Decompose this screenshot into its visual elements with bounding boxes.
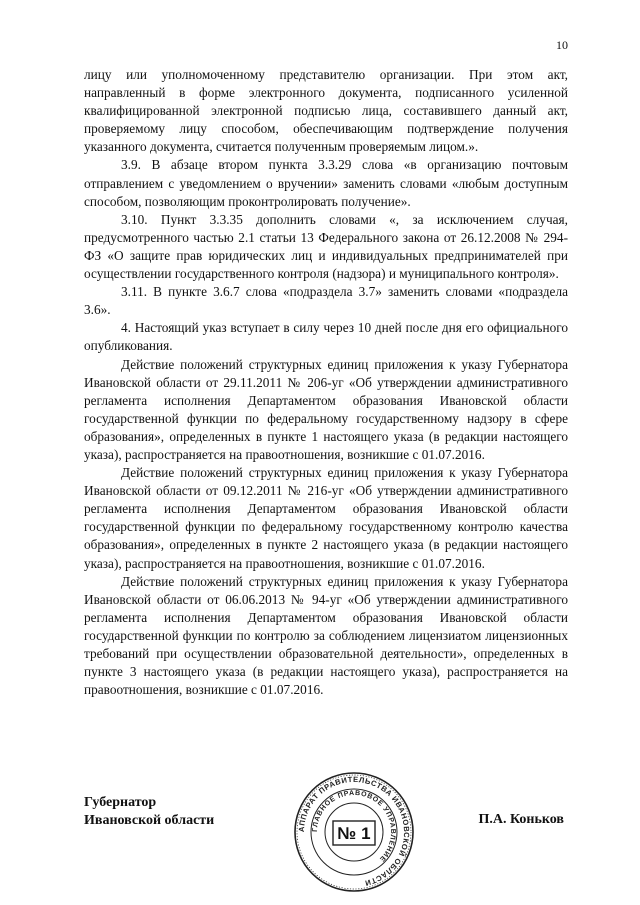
seal-outer-text: АППАРАТ ПРАВИТЕЛЬСТВА ИВАНОВСКОЙ ОБЛАСТИ	[296, 774, 412, 888]
paragraph: 3.10. Пункт 3.3.35 дополнить словами «, за исключением случая, предусмотренного частью 2.1 статьи 13 Федерального закона от 26.12.2008 № 294-ФЗ «О защите прав юридических лиц и индивидуальных предпринимателей при осуществлении государственного контроля (надзора) и муниципального контроля».	[84, 211, 568, 282]
paragraph: 4. Настоящий указ вступает в силу через 10 дней после дня его официального опубликования.	[84, 320, 568, 354]
page-number: 10	[556, 38, 568, 52]
paragraph: лицу или уполномоченному представителю организации. При этом акт, направленный в форме электронного документа, подписанного усиленной квалифицированной электронной подписью лица, составившего данный акт, проверяемому лицу способом, обеспечивающим подтверждение получения указанного документа, считается полученным проверяемым лицом.».	[84, 67, 568, 155]
official-seal	[293, 771, 415, 893]
seal-center-text: № 1	[337, 824, 371, 843]
seal-inner-text: ГЛАВНОЕ ПРАВОВОЕ УПРАВЛЕНИЕ	[311, 789, 397, 863]
document-body	[84, 66, 568, 699]
paragraph: Действие положений структурных единиц приложения к указу Губернатора Ивановской области от 29.11.2011 № 206-уг «Об утверждении административного регламента исполнения Департаментом образования Ивановской области государственной функции по федеральному государственному надзору в сфере образования», определенных в пункте 1 настоящего указа (в редакции настоящего указа), распространяется на правоотношения, возникшие с 01.07.2016.	[84, 356, 568, 462]
signature-name: П.А. Коньков	[478, 812, 564, 827]
signature-title-line1: Губернатор	[84, 795, 157, 810]
seal-icon	[293, 771, 415, 893]
paragraph: Действие положений структурных единиц приложения к указу Губернатора Ивановской области от 09.12.2011 № 216-уг «Об утверждении административного регламента исполнения Департаментом образования Ивановской области государственной функции по федеральному государственному контролю качества образования», определенных в пункте 2 настоящего указа (в редакции настоящего указа), распространяется на правоотношения, возникшие с 01.07.2016.	[84, 465, 568, 571]
signature-title	[84, 794, 214, 830]
paragraph: 3.11. В пункте 3.6.7 слова «подраздела 3.7» заменить словами «подраздела 3.6».	[84, 284, 568, 318]
signature-title-line2: Ивановской области	[84, 813, 215, 828]
paragraph: Действие положений структурных единиц приложения к указу Губернатора Ивановской области от 06.06.2013 № 94-уг «Об утверждении административного регламента исполнения Департаментом образования Ивановской области государственной функции по контролю за соблюдением лицензиатом лицензионных требований при осуществлении образовательной деятельности», определенных в пункте 3 настоящего указа (в редакции настоящего указа), распространяется на правоотношения, возникшие с 01.07.2016.	[84, 573, 568, 698]
paragraph: 3.9. В абзаце втором пункта 3.3.29 слова «в организацию почтовым отправлением с уведомлением о вручении» заменить словами «любым доступным способом, позволяющим проконтролировать получение».	[84, 157, 568, 209]
